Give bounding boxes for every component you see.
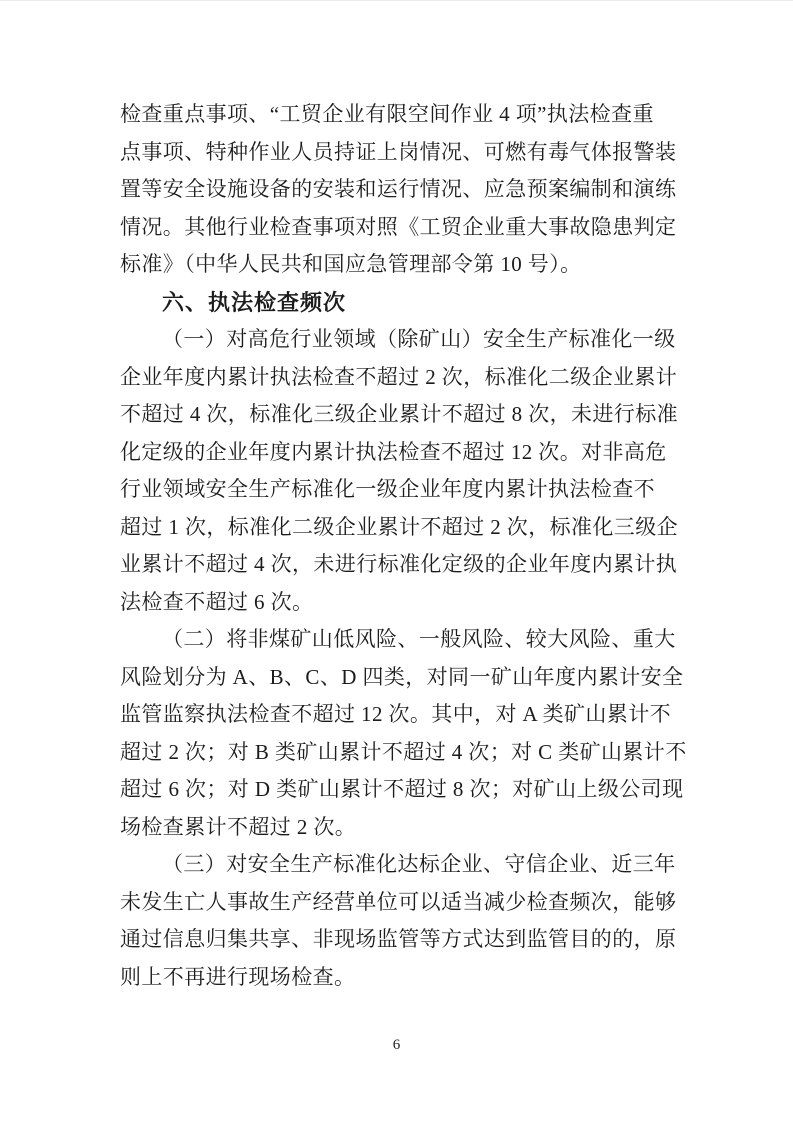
text-line: 检查重点事项、“工贸企业有限空间作业 4 项”执法检查重 xyxy=(120,102,654,126)
text-line: 行业领域安全生产标准化一级企业年度内累计执法检查不 xyxy=(120,477,655,501)
text-line: 超过 2 次；对 B 类矿山累计不超过 4 次；对 C 类矿山累计不 xyxy=(120,739,687,764)
section-heading: 六、执法检查频次 xyxy=(162,289,347,315)
text-line: （一）对高危行业领域（除矿山）安全生产标准化一级 xyxy=(162,327,676,351)
text-line: 不超过 4 次，标准化三级企业累计不超过 8 次，未进行标准 xyxy=(120,402,678,426)
text-line: 置等安全设施设备的安装和运行情况、应急预案编制和演练 xyxy=(120,177,677,201)
text-line: 情况。其他行业检查事项对照《工贸企业重大事故隐患判定 xyxy=(120,214,677,239)
text-line: 超过 6 次；对 D 类矿山累计不超过 8 次；对矿山上级公司现 xyxy=(120,777,684,801)
text-line: 业累计不超过 4 次，未进行标准化定级的企业年度内累计执 xyxy=(120,552,678,576)
page-number: 6 xyxy=(392,1037,401,1053)
text-line: 企业年度内累计执法检查不超过 2 次，标准化二级企业累计 xyxy=(120,364,678,389)
text-line: 超过 1 次，标准化二级企业累计不超过 2 次，标准化三级企 xyxy=(120,514,678,539)
text-line: 风险划分为 A、B、C、D 四类，对同一矿山年度内累计安全 xyxy=(120,664,684,689)
text-line: 则上不再进行现场检查。 xyxy=(120,964,356,989)
text-line: 法检查不超过 6 次。 xyxy=(120,589,314,614)
text-line: （三）对安全生产标准化达标企业、守信企业、近三年 xyxy=(162,852,676,876)
text-line: 点事项、特种作业人员持证上岗情况、可燃有毒气体报警装 xyxy=(120,139,677,164)
text-line: （二）将非煤矿山低风险、一般风险、较大风险、重大 xyxy=(162,627,676,651)
document-body xyxy=(120,96,687,996)
text-line: 场检查累计不超过 2 次。 xyxy=(120,814,357,839)
text-line: 标准》（中华人民共和国应急管理部令第 10 号）。 xyxy=(120,252,582,276)
text-line: 未发生亡人事故生产经营单位可以适当减少检查频次，能够 xyxy=(120,889,677,914)
text-line: 通过信息归集共享、非现场监管等方式达到监管目的的，原 xyxy=(120,927,677,951)
text-line: 监管监察执法检查不超过 12 次。其中，对 A 类矿山累计不 xyxy=(120,702,672,726)
text-line: 化定级的企业年度内累计执法检查不超过 12 次。对非高危 xyxy=(120,439,667,464)
